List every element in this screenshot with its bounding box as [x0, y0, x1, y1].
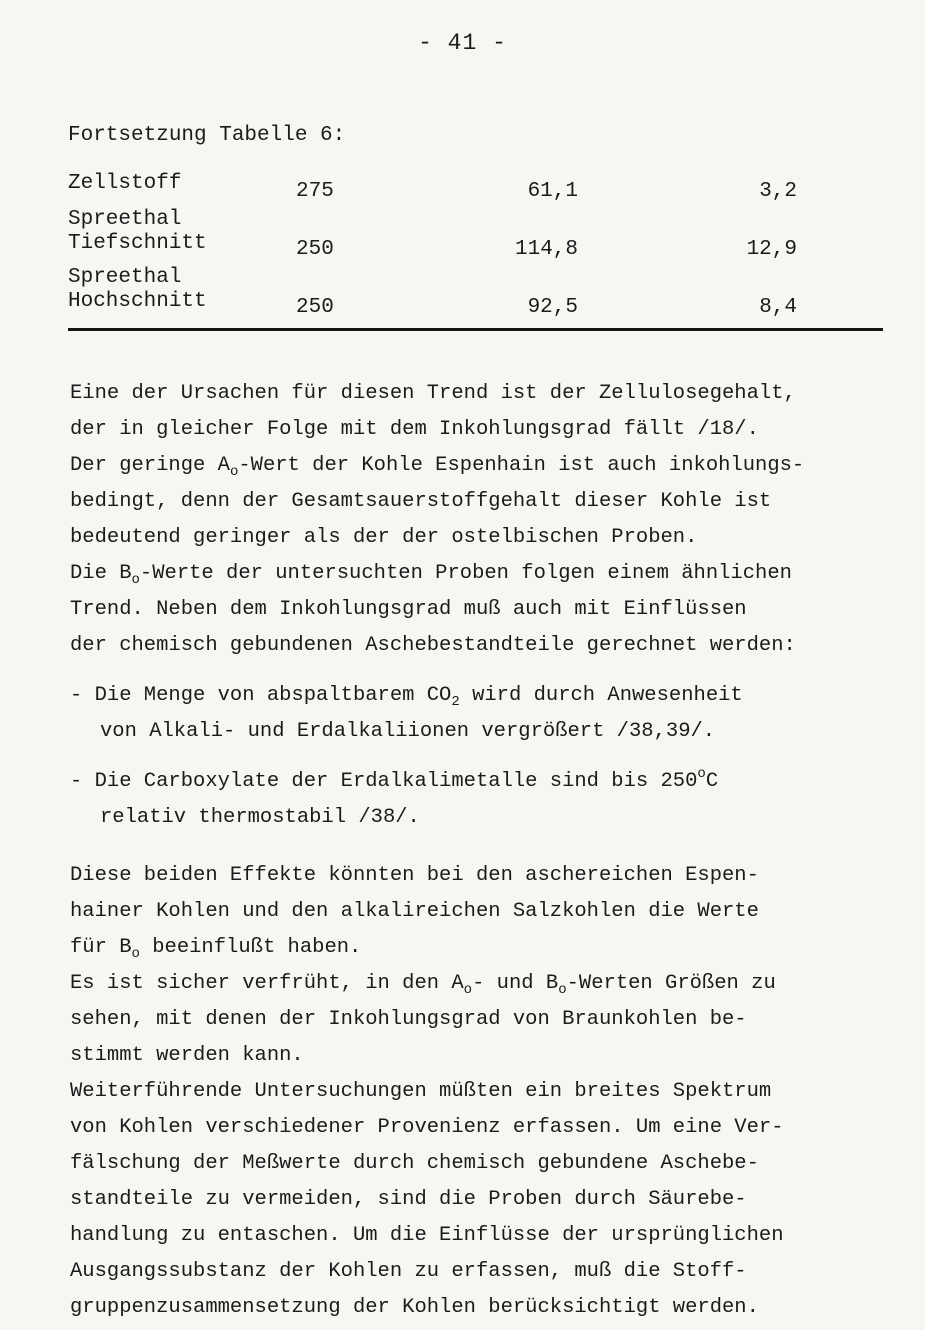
spacer	[70, 750, 915, 764]
subscript: 2	[451, 694, 460, 710]
body-text	[70, 376, 915, 1326]
data-table	[68, 172, 883, 324]
table-bottom-rule	[68, 328, 883, 331]
text-line: handlung zu entaschen. Um die Einflüsse der ursprünglichen	[70, 1224, 784, 1247]
text-fragment: -Wert der Kohle Espenhain ist auch inkohlungs-	[238, 454, 805, 477]
text-line: sehen, mit denen der Inkohlungsgrad von Braunkohlen be-	[70, 1008, 747, 1031]
text-fragment: - Die Menge von abspaltbarem CO	[70, 684, 452, 707]
text-fragment: C	[705, 770, 719, 793]
text-fragment: -Werten Größen zu	[566, 972, 776, 995]
row-label-line2: Tiefschnitt	[68, 232, 207, 255]
text-fragment: für B	[70, 936, 132, 959]
text-fragment: -Werte der untersuchten Proben folgen einem ähnlichen	[139, 562, 792, 585]
text-line: der in gleicher Folge mit dem Inkohlungsgrad fällt /18/.	[70, 418, 759, 441]
text-line: gruppenzusammensetzung der Kohlen berücksichtigt werden.	[70, 1296, 759, 1319]
table-row	[68, 172, 883, 208]
table-caption: Fortsetzung Tabelle 6:	[68, 124, 346, 147]
subscript: o	[131, 946, 140, 962]
text-line: von Kohlen verschiedener Provenienz erfassen. Um eine Ver-	[70, 1116, 784, 1139]
subscript: o	[463, 982, 473, 998]
text-fragment: beeinflußt haben.	[139, 936, 362, 959]
cell-col1: 250	[296, 238, 334, 261]
row-label	[68, 208, 207, 256]
text-line: Diese beiden Effekte könnten bei den aschereichen Espen-	[70, 864, 759, 887]
text-line: stimmt werden kann.	[70, 1044, 304, 1067]
cell-col3: 8,4	[759, 296, 797, 319]
cell-col1: 250	[296, 296, 334, 319]
bullet-line	[70, 764, 915, 800]
bullet-line: von Alkali- und Erdalkaliionen vergrößert /38,39/.	[100, 720, 716, 743]
text-line: hainer Kohlen und den alkalireichen Salzkohlen die Werte	[70, 900, 759, 923]
cell-col3: 12,9	[746, 238, 797, 261]
table-row	[68, 266, 883, 324]
text-fragment: - und B	[472, 972, 559, 995]
cell-col3: 3,2	[759, 180, 797, 203]
subscript: o	[131, 572, 140, 588]
subscript: o	[558, 982, 567, 998]
bullet-line: relativ thermostabil /38/.	[100, 806, 420, 829]
row-label-line2: Hochschnitt	[68, 290, 207, 313]
text-line: Weiterführende Untersuchungen müßten ein breites Spektrum	[70, 1080, 772, 1103]
text-fragment: - Die Carboxylate der Erdalkalimetalle sind bis 250	[70, 770, 698, 793]
table-row	[68, 208, 883, 266]
text-line: Eine der Ursachen für diesen Trend ist der Zellulosegehalt,	[70, 382, 796, 405]
text-fragment: Der geringe A	[70, 454, 230, 477]
row-label	[68, 266, 207, 314]
row-label-line1: Spreethal	[68, 208, 182, 231]
text-line: bedingt, denn der Gesamtsauerstoffgehalt dieser Kohle ist	[70, 490, 772, 513]
text-line: Trend. Neben dem Inkohlungsgrad muß auch mit Einflüssen	[70, 598, 747, 621]
row-label-line1: Spreethal	[68, 266, 182, 289]
text-fragment: Die B	[70, 562, 132, 585]
page-number: - 41 -	[418, 30, 507, 56]
cell-col2: 114,8	[514, 238, 578, 261]
text-line: der chemisch gebundenen Aschebestandteile gerechnet werden:	[70, 634, 796, 657]
text-line: standteile zu vermeiden, sind die Proben durch Säurebe-	[70, 1188, 747, 1211]
superscript: o	[697, 766, 706, 782]
cell-col2: 92,5	[527, 296, 578, 319]
subscript: o	[229, 464, 239, 480]
text-line	[70, 448, 915, 484]
text-line: bedeutend geringer als der der ostelbischen Proben.	[70, 526, 698, 549]
text-fragment: wird durch Anwesenheit	[459, 684, 743, 707]
text-line	[70, 556, 915, 592]
text-line: Ausgangssubstanz der Kohlen zu erfassen, muß die Stoff-	[70, 1260, 747, 1283]
cell-col1: 275	[296, 180, 334, 203]
spacer	[70, 836, 915, 858]
cell-col2: 61,1	[527, 180, 578, 203]
text-line	[70, 966, 915, 1002]
text-line	[70, 930, 915, 966]
spacer	[70, 664, 915, 678]
bullet-line	[70, 678, 915, 714]
row-label: Zellstoff	[68, 172, 182, 195]
text-fragment: Es ist sicher verfrüht, in den A	[70, 972, 464, 995]
text-line: fälschung der Meßwerte durch chemisch gebundene Aschebe-	[70, 1152, 759, 1175]
